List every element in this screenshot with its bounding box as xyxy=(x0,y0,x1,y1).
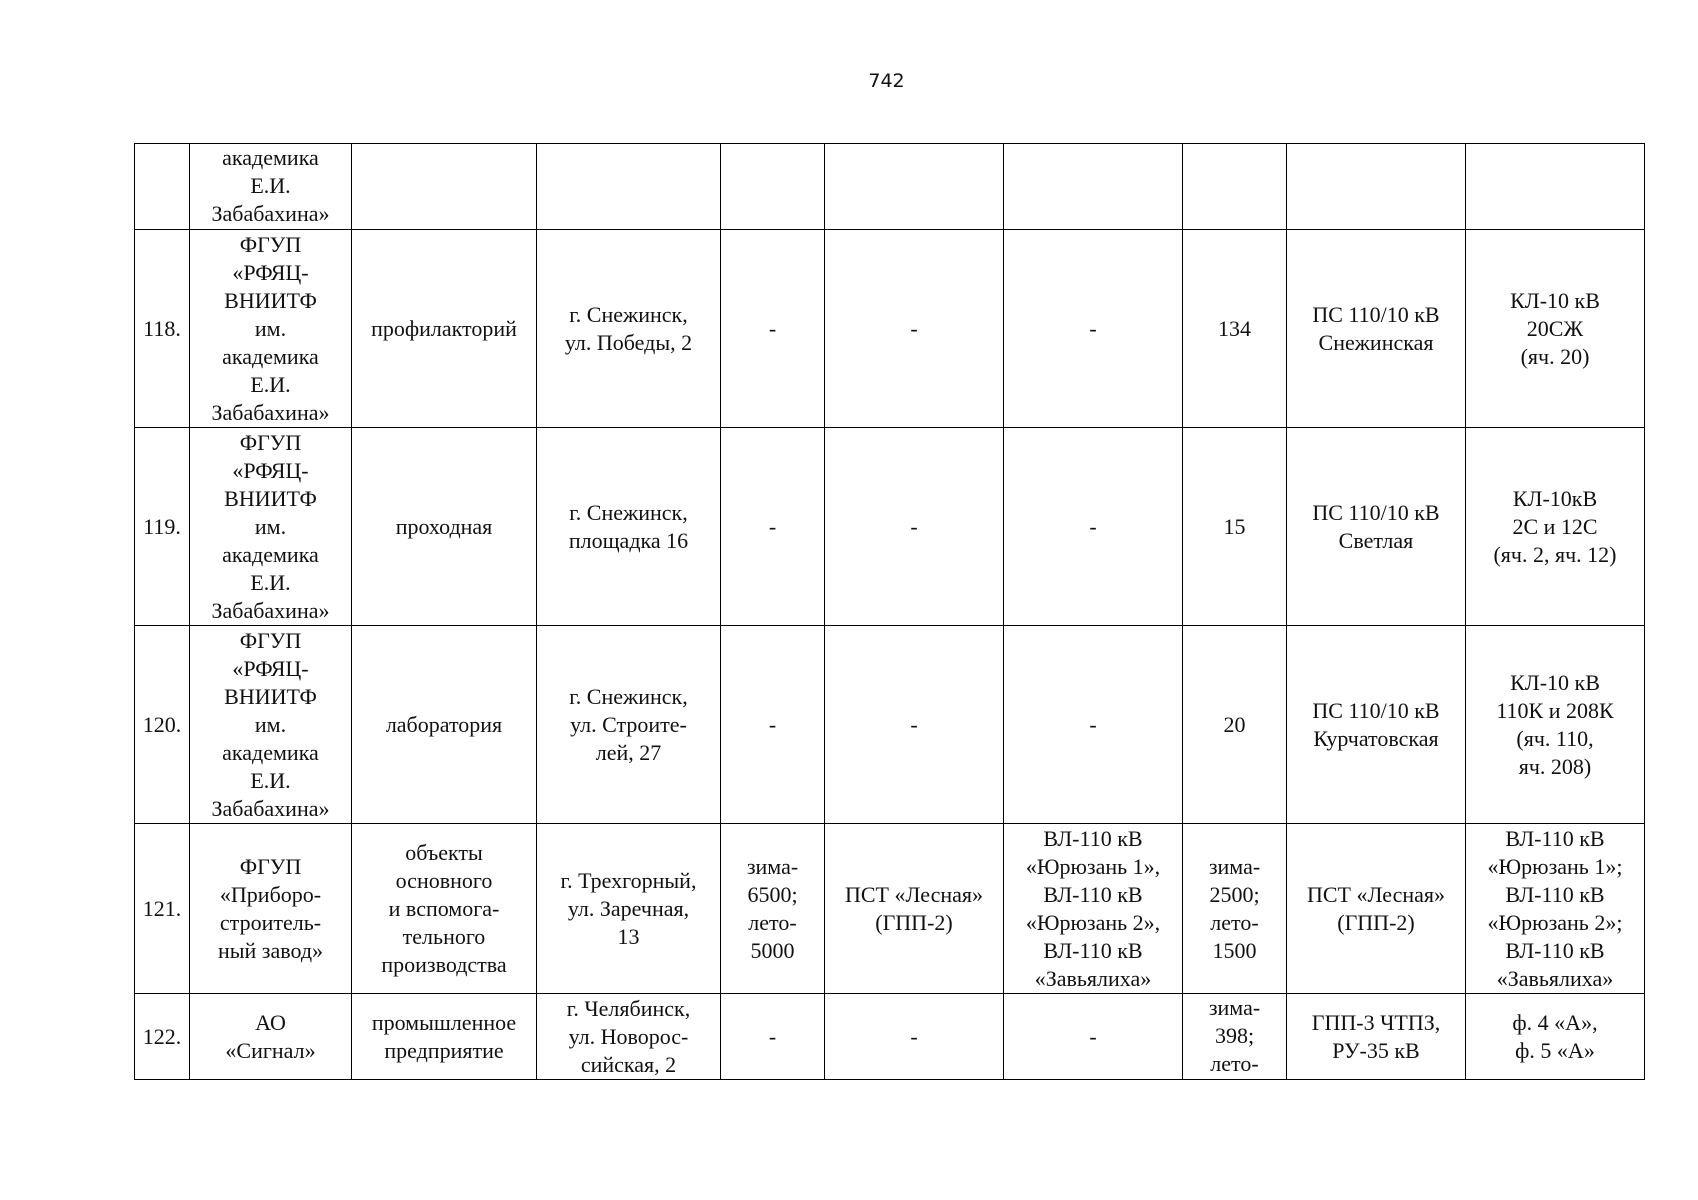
table-row xyxy=(135,230,1645,428)
cell-line-2: КЛ-10 кВ 110К и 208К (яч. 110, яч. 208) xyxy=(1466,626,1645,824)
cell-source-1: - xyxy=(825,626,1004,824)
page-number: 742 xyxy=(868,70,905,92)
cell-number: 118. xyxy=(135,230,190,428)
cell-source-2: ПС 110/10 кВ Светлая xyxy=(1287,428,1466,626)
cell-organization: ФГУП «РФЯЦ- ВНИИТФ им. академика Е.И. Забабахина» xyxy=(190,230,352,428)
table-row xyxy=(135,428,1645,626)
cell-power-1: - xyxy=(721,230,825,428)
cell-organization: ФГУП «РФЯЦ- ВНИИТФ им. академика Е.И. Забабахина» xyxy=(190,626,352,824)
cell-number: 122. xyxy=(135,994,190,1080)
cell-address: г. Снежинск, ул. Строите- лей, 27 xyxy=(537,626,721,824)
cell-line-1: - xyxy=(1004,994,1183,1080)
cell-source-1: ПСТ «Лесная» (ГПП-2) xyxy=(825,824,1004,994)
cell-address xyxy=(537,144,721,230)
cell-power-2: зима- 398; лето- xyxy=(1183,994,1287,1080)
cell-power-2: 15 xyxy=(1183,428,1287,626)
cell-source-1: - xyxy=(825,428,1004,626)
cell-object: лаборатория xyxy=(352,626,537,824)
cell-address: г. Снежинск, площадка 16 xyxy=(537,428,721,626)
cell-object xyxy=(352,144,537,230)
cell-line-1: ВЛ-110 кВ «Юрюзань 1», ВЛ-110 кВ «Юрюзань 2», ВЛ-110 кВ «Завьялиха» xyxy=(1004,824,1183,994)
data-table xyxy=(134,143,1645,1080)
cell-address: г. Снежинск, ул. Победы, 2 xyxy=(537,230,721,428)
cell-power-2: зима- 2500; лето- 1500 xyxy=(1183,824,1287,994)
cell-organization: ФГУП «РФЯЦ- ВНИИТФ им. академика Е.И. Забабахина» xyxy=(190,428,352,626)
cell-address: г. Челябинск, ул. Новорос- сийская, 2 xyxy=(537,994,721,1080)
cell-address: г. Трехгорный, ул. Заречная, 13 xyxy=(537,824,721,994)
table-row xyxy=(135,144,1645,230)
cell-power-1: - xyxy=(721,994,825,1080)
cell-power-2 xyxy=(1183,144,1287,230)
table-row xyxy=(135,994,1645,1080)
cell-source-2 xyxy=(1287,144,1466,230)
cell-line-2: КЛ-10 кВ 20СЖ (яч. 20) xyxy=(1466,230,1645,428)
cell-source-2: ПСТ «Лесная» (ГПП-2) xyxy=(1287,824,1466,994)
cell-number: 119. xyxy=(135,428,190,626)
cell-power-1: зима- 6500; лето- 5000 xyxy=(721,824,825,994)
cell-source-2: ПС 110/10 кВ Снежинская xyxy=(1287,230,1466,428)
cell-source-1: - xyxy=(825,230,1004,428)
cell-number xyxy=(135,144,190,230)
cell-object: проходная xyxy=(352,428,537,626)
cell-power-1: - xyxy=(721,626,825,824)
cell-line-1: - xyxy=(1004,230,1183,428)
cell-power-2: 134 xyxy=(1183,230,1287,428)
cell-number: 120. xyxy=(135,626,190,824)
table-row xyxy=(135,626,1645,824)
cell-line-2 xyxy=(1466,144,1645,230)
cell-source-1: - xyxy=(825,994,1004,1080)
table-row xyxy=(135,824,1645,994)
cell-number: 121. xyxy=(135,824,190,994)
cell-line-2: ВЛ-110 кВ «Юрюзань 1»; ВЛ-110 кВ «Юрюзань 2»; ВЛ-110 кВ «Завьялиха» xyxy=(1466,824,1645,994)
cell-power-1 xyxy=(721,144,825,230)
cell-line-1: - xyxy=(1004,626,1183,824)
cell-object: промышленное предприятие xyxy=(352,994,537,1080)
cell-object: объекты основного и вспомога- тельного производства xyxy=(352,824,537,994)
cell-line-2: ф. 4 «А», ф. 5 «А» xyxy=(1466,994,1645,1080)
cell-object: профилакторий xyxy=(352,230,537,428)
cell-organization: академика Е.И. Забабахина» xyxy=(190,144,352,230)
cell-line-2: КЛ-10кВ 2С и 12С (яч. 2, яч. 12) xyxy=(1466,428,1645,626)
cell-source-1 xyxy=(825,144,1004,230)
cell-organization: ФГУП «Приборо- строитель- ный завод» xyxy=(190,824,352,994)
cell-power-1: - xyxy=(721,428,825,626)
cell-organization: АО «Сигнал» xyxy=(190,994,352,1080)
cell-source-2: ГПП-3 ЧТПЗ, РУ-35 кВ xyxy=(1287,994,1466,1080)
cell-power-2: 20 xyxy=(1183,626,1287,824)
cell-line-1 xyxy=(1004,144,1183,230)
cell-line-1: - xyxy=(1004,428,1183,626)
cell-source-2: ПС 110/10 кВ Курчатовская xyxy=(1287,626,1466,824)
